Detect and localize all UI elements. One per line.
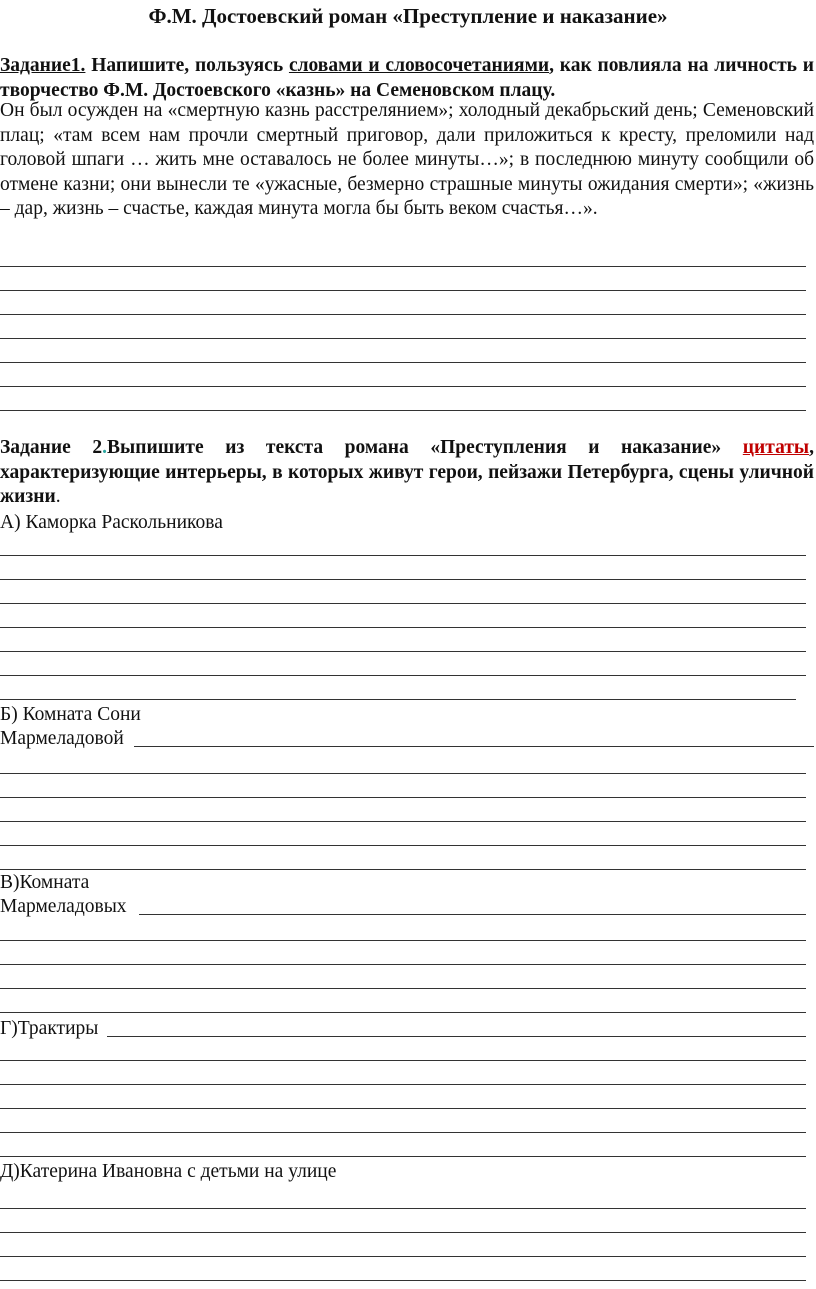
answer-line[interactable]	[0, 1084, 806, 1085]
answer-line[interactable]	[0, 314, 806, 315]
answer-line[interactable]	[0, 1256, 806, 1257]
section-b-label-line2: Мармеладовой	[0, 728, 124, 749]
answer-line[interactable]	[0, 1280, 806, 1281]
answer-line[interactable]	[0, 964, 806, 965]
answer-line[interactable]	[0, 266, 806, 267]
task1-heading	[0, 54, 814, 103]
answer-line[interactable]	[0, 845, 806, 846]
answer-line[interactable]	[0, 1156, 806, 1157]
task2-quotes-word: цитаты	[742, 437, 810, 458]
task1-label: Задание1.	[0, 55, 86, 76]
answer-line[interactable]	[0, 386, 806, 387]
section-v-label-line1: В)Комната	[0, 872, 90, 893]
answer-line[interactable]	[134, 746, 814, 747]
answer-line[interactable]	[0, 410, 806, 411]
section-g-label: Г)Трактиры	[0, 1018, 99, 1039]
answer-line[interactable]	[0, 1012, 806, 1013]
answer-line[interactable]	[0, 821, 806, 822]
answer-line[interactable]	[0, 940, 806, 941]
section-d-label: Д)Катерина Ивановна с детьми на улице	[0, 1161, 337, 1182]
answer-line[interactable]	[0, 773, 806, 774]
answer-line[interactable]	[0, 988, 806, 989]
answer-line[interactable]	[0, 1060, 806, 1061]
task1-body-text: Он был осужден на «смертную казнь расстрелянием»; холодный декабрьский день; Семеновский плац; «там всем нам прочли смертный приговор, дали приложиться к кресту, преломили над головой шпаги … жить мне оставалось не более минуты…»; в последнюю минуту сообщили об отмене казни; они вынесли те «ужасные, безмерно страшные минуты ожидания смерти»; «жизнь – дар, жизнь – счастье, каждая минута могла бы быть веком счастья…».	[0, 100, 814, 219]
answer-line[interactable]	[0, 579, 806, 580]
answer-line[interactable]	[0, 1232, 806, 1233]
task2-instruction-part1: Выпишите из текста романа «Преступления и наказание»	[107, 437, 743, 458]
task1-words-phrase: словами и словосочетаниями	[288, 55, 550, 76]
answer-line[interactable]	[0, 338, 806, 339]
answer-line[interactable]	[0, 290, 806, 291]
answer-line[interactable]	[0, 1208, 806, 1209]
answer-line[interactable]	[0, 555, 806, 556]
task2-dot: .	[102, 437, 107, 458]
answer-line[interactable]	[0, 603, 806, 604]
task1-instruction-part2: , как повлияла на личность и творчество Ф.М. Достоевского «казнь» на Семеновском плацу.	[0, 55, 814, 101]
answer-line[interactable]	[0, 651, 806, 652]
answer-line[interactable]	[0, 1132, 806, 1133]
section-b-label-line1: Б) Комната Сони	[0, 704, 141, 725]
task2-instruction-part2: , характеризующие интерьеры, в которых живут герои, пейзажи Петербурга, сцены уличной жизни	[0, 437, 814, 507]
task2-heading	[0, 436, 814, 510]
answer-line[interactable]	[0, 362, 806, 363]
section-v-label-line2: Мармеладовых	[0, 896, 127, 917]
page-title: Ф.М. Достоевский роман «Преступление и наказание»	[148, 4, 668, 28]
task2-label: Задание 2	[0, 437, 103, 458]
answer-line[interactable]	[0, 699, 796, 700]
section-a-label: А) Каморка Раскольникова	[0, 512, 223, 533]
task1-instruction-part1: Напишите, пользуясь	[85, 55, 289, 76]
answer-line[interactable]	[0, 675, 806, 676]
answer-line[interactable]	[139, 914, 806, 915]
answer-line[interactable]	[107, 1036, 806, 1037]
answer-line[interactable]	[0, 869, 806, 870]
answer-line[interactable]	[0, 627, 806, 628]
task2-end-dot: .	[55, 486, 61, 507]
answer-line[interactable]	[0, 797, 806, 798]
answer-line[interactable]	[0, 1108, 806, 1109]
